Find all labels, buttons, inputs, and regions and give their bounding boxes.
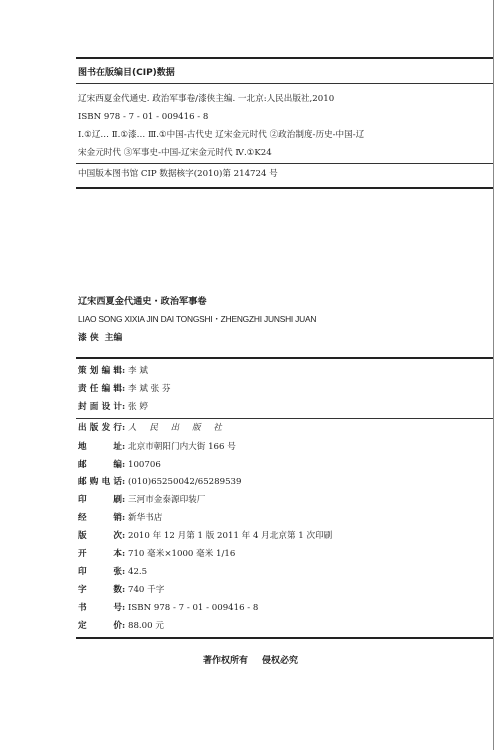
postcode-label: 邮编: [78, 460, 122, 470]
words-label: 字数: [78, 585, 122, 595]
sheets-label: 印张: [78, 567, 122, 577]
format-value: 710 毫米×1000 毫米 1/16: [128, 549, 236, 559]
book-title: 辽宋西夏金代通史・政治军事卷: [78, 296, 207, 307]
copyright-notice: [203, 653, 298, 666]
row-edition: 版次: 2010 年 12 月第 1 版 2011 年 4 月北京第 1 次印刷: [78, 531, 333, 541]
cip-bottom-rule: [76, 187, 494, 189]
distributor-label: 经销: [78, 513, 122, 523]
printer-value: 三河市金泰源印装厂: [128, 495, 206, 505]
row-format: 开本: 710 毫米×1000 毫米 1/16: [78, 549, 236, 559]
row-editor: 责任编辑: 李 斌 张 芬: [78, 384, 171, 394]
row-price: 定价: 88.00 元: [78, 621, 164, 631]
price-label: 定价: [78, 621, 122, 631]
words-value: 740 千字: [128, 585, 165, 595]
editor-label: 责任编辑: [78, 384, 122, 394]
cip-line-2: ISBN 978 - 7 - 01 - 009416 - 8: [78, 112, 209, 122]
row-printer: 印刷: 三河市金泰源印装厂: [78, 495, 206, 505]
sheets-value: 42.5: [128, 567, 148, 577]
edition-value: 2010 年 12 月第 1 版 2011 年 4 月北京第 1 次印刷: [128, 531, 333, 541]
cip-line-1: 辽宋西夏金代通史. 政治军事卷/漆侠主编. 一北京:人民出版社,2010: [78, 94, 335, 104]
publisher-label: 出版发行: [78, 423, 122, 433]
cip-line-4: 宋金元时代 ③军事史-中国-辽宋金元时代 Ⅳ.①K24: [78, 148, 272, 158]
row-planner: 策划编辑: 李 斌: [78, 366, 148, 376]
book-title-pinyin: LIAO SONG XIXIA JIN DAI TONGSHI・ZHENGZHI JUNSHI JUAN: [78, 314, 317, 324]
page-edge-line: [493, 0, 494, 750]
copyright-right: 侵权必究: [262, 656, 299, 666]
designer-label: 封面设计: [78, 402, 122, 412]
chief-editor-role: 主编: [104, 333, 123, 343]
chief-editor: [78, 334, 128, 343]
row-postcode: 邮编: 100706: [78, 460, 161, 470]
format-label: 开本: [78, 549, 122, 559]
details-top-rule: [76, 357, 494, 359]
row-words: 字数: 740 千字: [78, 585, 165, 595]
row-distributor: 经销: 新华书店: [78, 513, 163, 523]
cip-heading-rule: [76, 83, 494, 84]
phone-label: 邮购电话: [78, 477, 122, 487]
price-value: 88.00 元: [128, 621, 164, 631]
copyright-left: 著作权所有: [203, 656, 249, 666]
cip-line-3: Ⅰ.①辽… Ⅱ.①漆… Ⅲ.①中国-古代史 辽宋金元时代 ②政治制度-历史-中国-辽: [78, 130, 365, 140]
cip-heading: 图书在版编目(CIP)数据: [78, 68, 175, 78]
planner-value: 李 斌: [128, 366, 148, 376]
row-address: 地址: 北京市朝阳门内大街 166 号: [78, 442, 236, 452]
planner-label: 策划编辑: [78, 366, 122, 376]
address-label: 地址: [78, 442, 122, 452]
row-phone: 邮购电话: (010)65250042/65289539: [78, 477, 242, 487]
printer-label: 印刷: [78, 495, 122, 505]
designer-value: 张 婷: [128, 402, 148, 412]
chief-editor-name: 漆 侠: [78, 333, 99, 343]
details-mid-rule: [76, 418, 494, 419]
postcode-value: 100706: [128, 460, 161, 470]
isbn-label: 书号: [78, 603, 122, 613]
isbn-value: ISBN 978 - 7 - 01 - 009416 - 8: [128, 603, 259, 613]
row-isbn: 书号: ISBN 978 - 7 - 01 - 009416 - 8: [78, 603, 259, 613]
edition-label: 版次: [78, 531, 122, 541]
publisher-value: 人 民 出 版 社: [128, 423, 227, 433]
top-rule: [76, 57, 494, 59]
cip-line-5: 中国版本图书馆 CIP 数据核字(2010)第 214724 号: [78, 169, 278, 179]
row-sheets: 印张: 42.5: [78, 567, 148, 577]
phone-value: (010)65250042/65289539: [128, 477, 242, 487]
editor-value: 李 斌 张 芬: [128, 384, 171, 394]
details-bottom-rule: [76, 637, 494, 639]
distributor-value: 新华书店: [128, 513, 163, 523]
address-value: 北京市朝阳门内大街 166 号: [128, 442, 236, 452]
row-publisher: 出版发行: 人 民 出 版 社: [78, 423, 227, 433]
cip-mid-rule: [76, 163, 494, 164]
row-designer: 封面设计: 张 婷: [78, 402, 148, 412]
